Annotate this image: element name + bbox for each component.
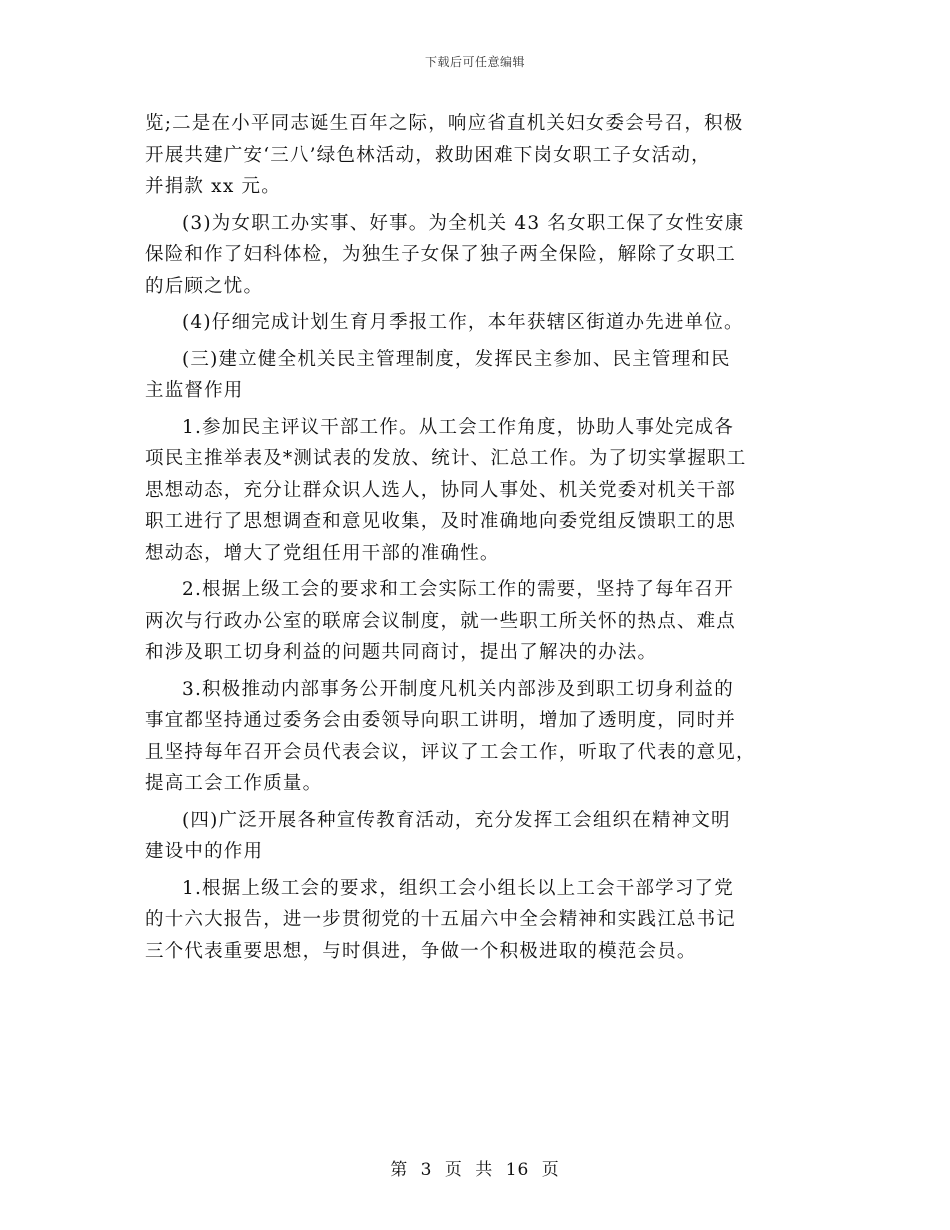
text-line: 并捐款 xx 元。 <box>145 176 281 197</box>
text-line: 和涉及职工切身利益的问题共同商讨，提出了解决的办法。 <box>145 642 658 663</box>
paragraph-start: 2.根据上级工会的要求和工会实际工作的需要，坚持了每年召开 <box>182 579 734 600</box>
text-line: 项民主推举表及*测试表的发放、统计、汇总工作。为了切实掌握职工 <box>145 448 747 469</box>
text-line: 提高工会工作质量。 <box>145 773 323 794</box>
text-line: 且坚持每年召开会员代表会议，评议了工会工作，听取了代表的意见， <box>145 741 756 763</box>
text-line: 览;二是在小平同志诞生百年之际，响应省直机关妇女委会号召，积极 <box>145 113 744 134</box>
section-heading: (三)建立健全机关民主管理制度，发挥民主参加、民主管理和民 <box>182 348 731 370</box>
text-line: 的后顾之忧。 <box>145 275 264 297</box>
text-line: 开展共建广安‘三八’绿色林活动，救助困难下岗女职工子女活动， <box>145 144 711 166</box>
text-line: 两次与行政办公室的联席会议制度，就一些职工所关怀的热点、难点 <box>145 610 737 632</box>
document-body <box>145 108 810 967</box>
page-header: 下载后可任意编辑 <box>424 55 525 69</box>
paragraph-start: 1.根据上级工会的要求，组织工会小组长以上工会干部学习了党 <box>182 877 734 899</box>
section-heading: (四)广泛开展各种宣传教育活动，充分发挥工会组织在精神文明 <box>182 809 731 831</box>
paragraph-start: 1.参加民主评议干部工作。从工会工作角度，协助人事处完成各 <box>182 416 734 438</box>
paragraph-start: 3.积极推动内部事务公开制度凡机关内部涉及到职工切身利益的 <box>182 678 734 700</box>
section-heading-continued: 建设中的作用 <box>145 841 264 862</box>
text-line: 保险和作了妇科体检，为独生子女保了独子两全保险，解除了女职工 <box>145 244 737 265</box>
page-number-footer: 第 3 页 共 16 页 <box>390 1160 560 1180</box>
text-line: 三个代表重要思想，与时俱进，争做一个积极进取的模范会员。 <box>145 940 697 962</box>
paragraph-start: (3)为女职工办实事、好事。为全机关 43 名女职工保了女性安康 <box>182 212 745 234</box>
text-line: 想动态，增大了党组任用干部的准确性。 <box>145 542 500 564</box>
paragraph-start: (4)仔细完成计划生育月季报工作，本年获辖区街道办先进单位。 <box>182 312 744 333</box>
text-line: 事宜都坚持通过委务会由委领导向职工讲明，增加了透明度，同时并 <box>145 710 737 731</box>
text-line: 的十六大报告，进一步贯彻党的十五届六中全会精神和实践江总书记 <box>145 909 737 930</box>
section-heading-continued: 主监督作用 <box>145 380 244 401</box>
text-line: 职工进行了思想调查和意见收集，及时准确地向委党组反馈职工的思 <box>145 511 737 532</box>
text-line: 思想动态，充分让群众识人选人，协同人事处、机关党委对机关干部 <box>145 479 737 501</box>
